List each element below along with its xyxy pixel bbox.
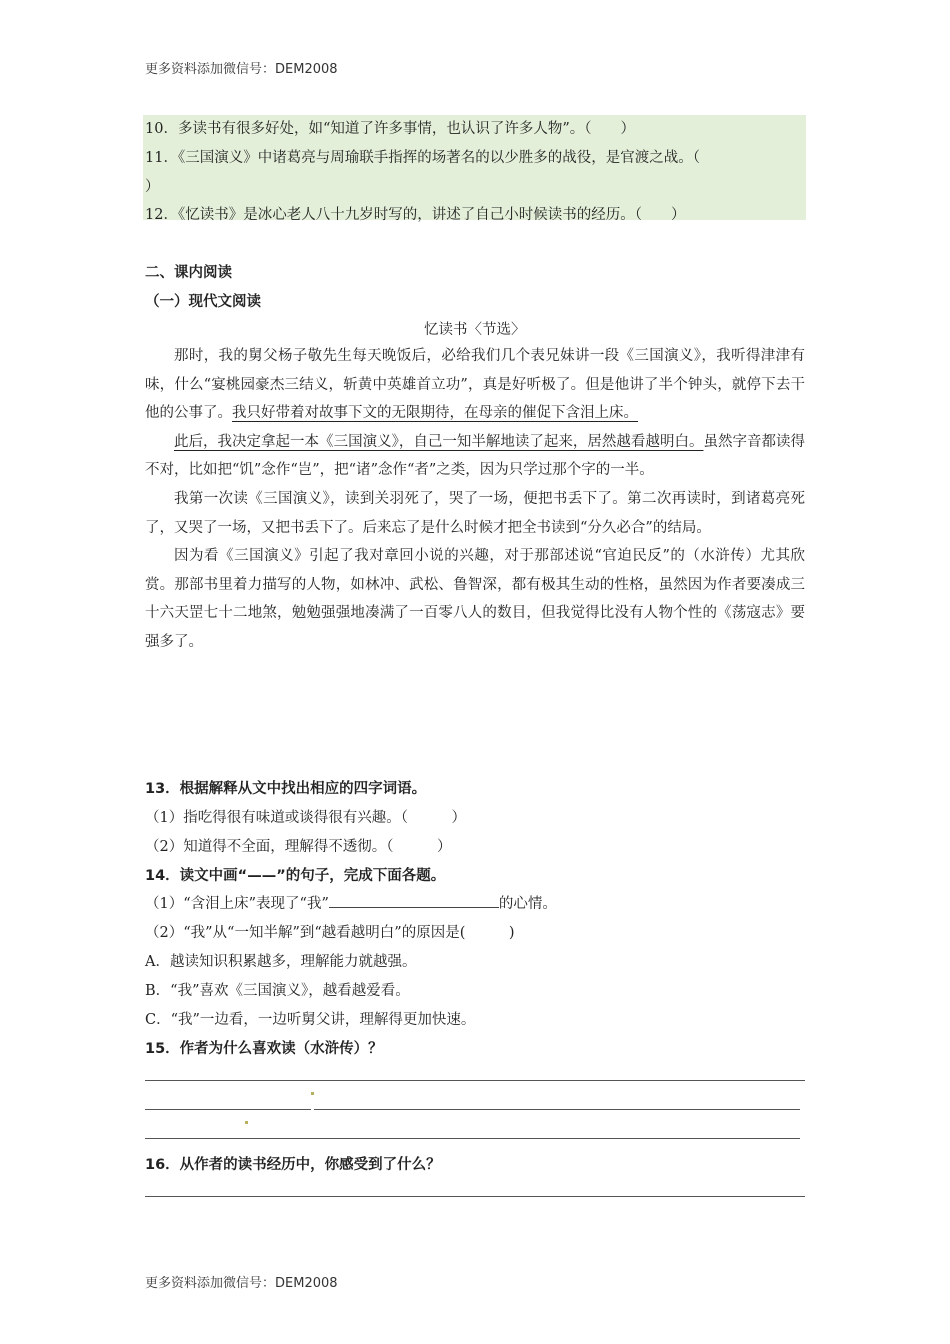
passage-paragraph-2 (145, 428, 805, 485)
passage-paragraph-3: 我第一次读《三国演义》，读到关羽死了，哭了一场，便把书丢下了。第二次再读时，到诸葛亮死了，又哭了一场，又把书丢下了。后来忘了是什么时候才把全书读到“分久必合”的结局。 (145, 490, 805, 536)
section-title: 二、课内阅读 (145, 265, 232, 281)
judgment-10: 10．多读书有很多好处，如“知道了许多事情，也认识了许多人物”。（ ） (145, 121, 636, 137)
q13-title: 13．根据解释从文中找出相应的四字词语。 (145, 781, 427, 797)
judgment-11-close: ） (145, 179, 160, 195)
page-header: 更多资料添加微信号：DEM2008 (145, 62, 338, 77)
judgment-12: 12．《忆读书》是冰心老人八十九岁时写的，讲述了自己小时候读书的经历。（ ） (145, 207, 686, 223)
answer-line[interactable] (314, 1109, 800, 1110)
answer-line[interactable] (145, 1138, 800, 1139)
q14-item-1-pre: （1）“含泪上床”表现了“我” (145, 896, 329, 912)
q15-title: 15．作者为什么喜欢读（水浒传）？ (145, 1041, 383, 1057)
subsection-title: （一）现代文阅读 (145, 294, 261, 310)
q14-item-2: （2）“我”从“一知半解”到“越看越明白”的原因是( ) (145, 925, 515, 941)
answer-line[interactable] (145, 1109, 311, 1110)
passage-title: 忆读书〈节选〉 (424, 322, 526, 338)
underlined-sentence-2: 此后，我决定拿起一本《三国演义》，自己一知半解地读了起来，居然越看越明白。 (174, 433, 704, 450)
q14-item-1 (145, 892, 557, 913)
answer-line[interactable] (145, 1196, 805, 1197)
q14-item-1-post: 的心情。 (498, 896, 557, 912)
q16-title: 16．从作者的读书经历中，你感受到了什么？ (145, 1157, 441, 1173)
stray-dot (245, 1121, 248, 1124)
answer-blank[interactable] (329, 893, 499, 908)
passage-paragraph-4: 因为看《三国演义》引起了我对章回小说的兴趣，对于那部述说“官迫民反”的（水浒传）尤其欣赏。那部书里着力描写的人物，如林冲、武松、鲁智深，都有极其生动的性格，虽然因为作者要凑成三十六天罡七十二地煞，勉勉强强地凑满了一百零八人的数目，但我觉得比没有人物个性的《荡寇志》要强多了。 (145, 548, 805, 650)
q14-option-a: A．越读知识积累越多，理解能力就越强。 (145, 954, 417, 970)
answer-line[interactable] (145, 1080, 805, 1081)
passage-p1-text: 那时，我的舅父杨子敬先生每天晚饭后，必给我们几个表兄妹讲一段《三国演义》，我听得津津有味，什么“宴桃园豪杰三结义，斩黄中英雄首立功”，真是好听极了。但是他讲了半个钟头，就停下去干他的公事了。 (145, 348, 805, 422)
passage (145, 342, 805, 657)
q13-item-1: （1）指吃得很有味道或谈得很有兴趣。（ ） (145, 810, 466, 826)
judgment-11: 11．《三国演义》中诸葛亮与周瑜联手指挥的场著名的以少胜多的战役，是官渡之战。（ (145, 150, 700, 166)
stray-dot (311, 1092, 314, 1095)
q14-option-b: B．“我”喜欢《三国演义》，越看越爱看。 (145, 983, 410, 999)
page-footer: 更多资料添加微信号：DEM2008 (145, 1276, 338, 1291)
q13-item-2: （2）知道得不全面，理解得不透彻。（ ） (145, 839, 452, 855)
q14-option-c: C．“我”一边看，一边听舅父讲，理解得更加快速。 (145, 1012, 476, 1028)
q14-title: 14．读文中画“——”的句子，完成下面各题。 (145, 868, 446, 884)
underlined-sentence-1: 我只好带着对故事下文的无限期待，在母亲的催促下含泪上床。 (232, 405, 638, 422)
passage-p2-text: 虽然字音都读得不对，比如把“饥”念作“岂”，把“诸”念作“者”之类，因为只学过那个字的一半。 (145, 433, 806, 479)
passage-paragraph-1 (145, 342, 805, 428)
